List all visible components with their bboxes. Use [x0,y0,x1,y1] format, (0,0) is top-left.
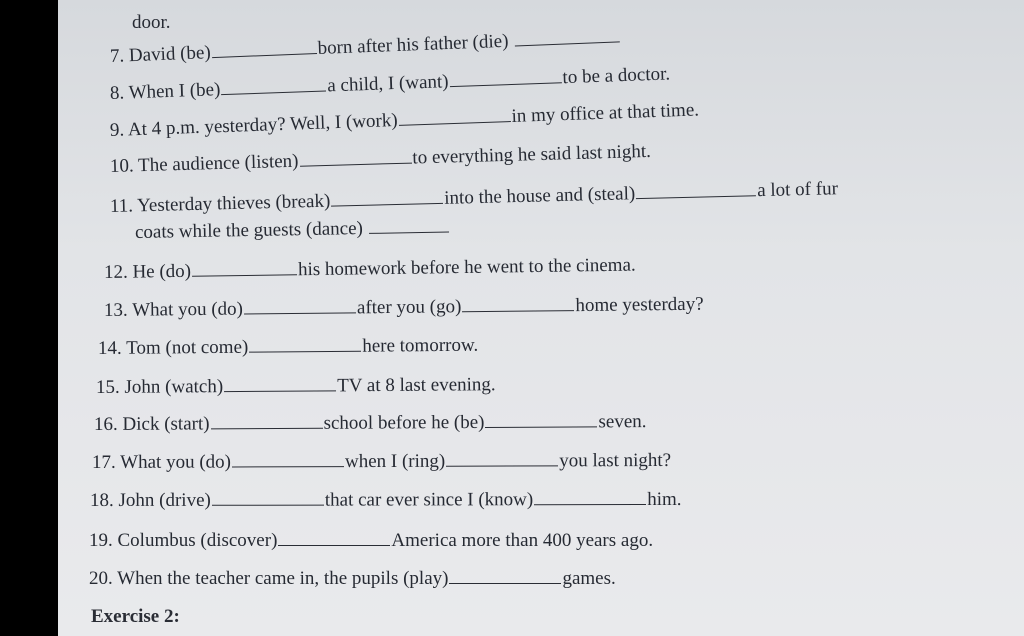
item-11-part-3: a lot of fur [756,178,839,202]
item-15-blank-1[interactable] [224,376,336,392]
item-13-part-3: home yesterday? [575,293,704,317]
item-9-part-2: in my office at that time. [511,99,700,127]
item-11-part-2: into the house and (steal) [444,183,636,209]
item-15-part-1: 15. John (watch) [95,376,224,398]
item-14-blank-1[interactable] [249,337,361,353]
item-8-blank-2[interactable] [449,68,561,87]
item-13-blank-1[interactable] [244,298,356,314]
item-16-blank-2[interactable] [485,412,597,428]
exercise-item-15 [96,374,496,399]
exercise-item-9 [110,99,700,142]
item-7-blank-1[interactable] [211,39,316,58]
item-13-blank-2[interactable] [462,296,574,312]
exercise-item-19 [89,530,653,552]
item-12-blank-1[interactable] [192,260,297,276]
exercise-2-heading-text: Exercise 2: [91,606,180,627]
item-13-part-1: 13. What you (do) [103,298,244,321]
item-17-blank-1[interactable] [232,452,344,467]
exercise-2-heading [91,606,180,628]
item-9-blank-1[interactable] [398,107,510,126]
item-11-blank-2[interactable] [636,181,756,199]
item-9-part-1: 9. At 4 p.m. yesterday? Well, I (work) [109,109,398,141]
item-11-part-1: 11. Yesterday thieves (break) [109,190,331,217]
item-20-part-1: 20. When the teacher came in, the pupils (play) [89,568,449,589]
item-16-blank-1[interactable] [211,414,323,430]
item-8-part-1: 8. When I (be) [109,79,221,104]
item-17-part-3: you last night? [559,449,672,472]
item-20-part-2: games. [562,568,616,589]
top-fragment-text: door. [132,12,171,33]
exercise-item-18 [90,489,682,512]
item-18-blank-1[interactable] [212,491,324,506]
exercise-item-11 [110,178,838,218]
exercise-item-7 [110,26,621,68]
item-11b-part-1: coats while the guests (dance) [134,218,364,243]
item-18-part-1: 18. John (drive) [89,489,211,511]
item-14-part-2: here tomorrow. [362,334,479,357]
item-20-blank-1[interactable] [449,569,561,584]
exercise-item-20 [89,568,616,590]
exercise-item-11-continuation [135,217,450,244]
item-18-part-2: that car ever since I (know) [324,489,534,511]
item-16-part-3: seven. [598,411,647,433]
item-7-part-2: born after his father (die) [317,30,509,60]
exercise-item-14 [98,335,478,360]
item-12-part-2: his homework before he went to the cinema. [297,254,636,281]
item-8-part-2: a child, I (want) [326,71,449,97]
item-18-part-3: him. [647,488,682,511]
exercise-item-8 [110,63,671,105]
item-7-blank-2[interactable] [514,27,619,46]
item-17-part-2: when I (ring) [344,450,446,473]
exercise-item-16 [94,411,647,436]
item-8-blank-1[interactable] [221,76,326,95]
item-14-part-1: 14. Tom (not come) [97,336,249,359]
item-16-part-1: 16. Dick (start) [93,413,210,435]
item-17-part-1: 17. What you (do) [91,451,232,473]
item-10-part-2: to everything he said last night. [412,140,652,169]
item-13-part-2: after you (go) [356,296,462,319]
item-11-blank-1[interactable] [331,189,443,207]
item-19-part-1: 19. Columbus (discover) [89,530,278,551]
item-11b-blank-1[interactable] [368,218,448,234]
exercise-item-17 [92,450,671,474]
item-19-part-2: America more than 400 years ago. [391,530,654,551]
item-19-blank-1[interactable] [278,531,390,546]
item-10-part-1: 10. The audience (listen) [109,150,299,177]
exercise-item-12 [104,255,636,284]
item-16-part-2: school before he (be) [323,411,485,434]
exercise-item-10 [110,141,651,178]
item-7-part-1: 7. David (be) [109,42,212,67]
item-18-blank-2[interactable] [534,490,646,505]
item-12-part-1: 12. He (do) [103,260,192,283]
exercise-item-13 [104,294,704,322]
item-15-part-2: TV at 8 last evening. [337,374,496,397]
item-10-blank-1[interactable] [299,149,411,167]
top-fragment [132,12,171,34]
item-17-blank-2[interactable] [446,451,558,466]
item-8-part-3: to be a doctor. [562,63,671,89]
worksheet-page [58,0,1024,636]
